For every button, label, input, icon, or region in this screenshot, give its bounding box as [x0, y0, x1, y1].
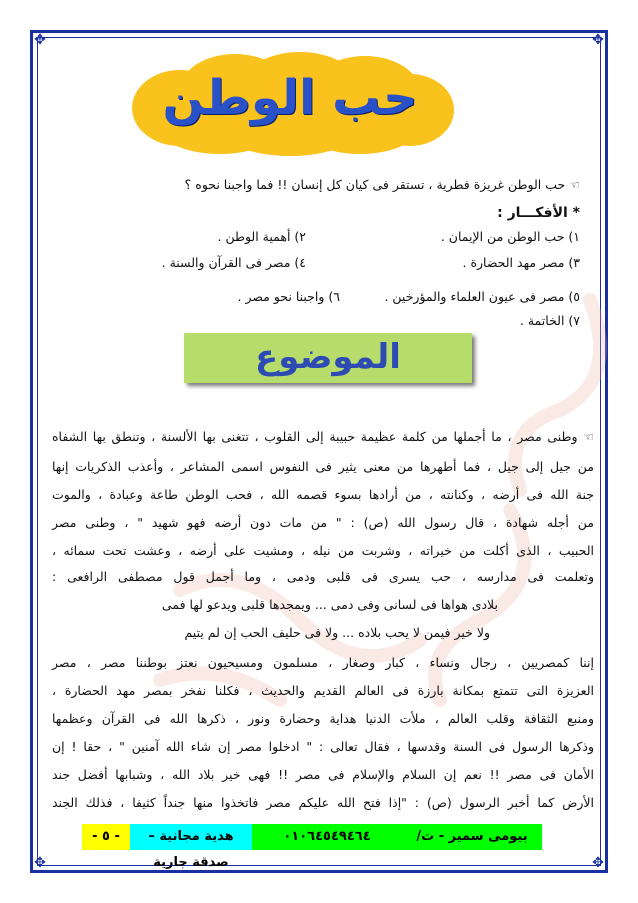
corner-ornament-icon: ✥: [592, 855, 604, 871]
footer: [82, 824, 542, 870]
footer-phone: ٠١٠٦٤٥٤٩٤٦٤: [252, 824, 402, 850]
paragraph-line: الأمان فى مصر !! نعم إن السلام والإسلام فى مصر !! فهى خير بلاد الله ، وشبابها أفضل جند: [52, 767, 594, 782]
section-banner-label: الموضوع: [255, 337, 401, 377]
paragraph-line: وتعلمت فى مدارسه ، حب يسرى فى قلبى ودمى ، وما أجمل قول مصطفى الرافعى :: [52, 569, 594, 584]
footer-author: بيومى سمير - ت/: [402, 824, 542, 850]
corner-ornament-icon: ✥: [34, 855, 46, 871]
intro-text: حب الوطن غريزة فطرية ، تستقر فى كيان كل إنسان !! فما واجبنا نحوه ؟: [184, 177, 566, 192]
page-title: حب الوطن: [162, 70, 418, 126]
paragraph-line: العزيزة التى تتمتع بمكانة بارزة فى العالم القديم والحديث ، فكلنا نفخر بمصر مهد الحضارة ،: [52, 683, 594, 698]
page-number: - ٥ -: [82, 824, 130, 850]
paragraph-line: [52, 428, 594, 446]
idea-item: ١) حب الوطن من الإيمان .: [440, 229, 580, 244]
paragraph-line: ومنبع الثقافة وقلب العالم ، ملأت الدنيا هداية وحضارة ونور ، ذكرها الله فى القرآن وعظمها: [52, 711, 594, 726]
pointing-hand-icon: ☜: [583, 430, 594, 444]
poem-line: بلادى هواها فى لسانى وفى دمى ... ويمجدها قلبى ويدعو لها فمى: [161, 597, 498, 612]
paragraph-line: إننا كمصريين ، رجال ونساء ، كبار وصغار ، مسلمون ومسيحيون نعتز بوطننا مصر ، مصر: [52, 655, 594, 670]
ideas-heading: * الأفكـــار :: [497, 205, 580, 221]
paragraph-text: وطنى مصر ، ما أجملها من كلمة عظيمة حبيبة إلى القلوب ، تتغنى بها الألسنة ، وتنطق بها الشفاه: [52, 429, 578, 444]
idea-item: ٧) الخاتمة .: [519, 313, 580, 328]
idea-item: ٢) أهمية الوطن .: [217, 229, 306, 244]
paragraph-line: الحبيب ، الذى أكلت من خيراته ، وشربت من نيله ، ومشيت على أرضه ، وعشت تحت سمائه ،: [52, 543, 594, 558]
corner-ornament-icon: ✥: [592, 32, 604, 48]
pointing-hand-icon: ☜: [569, 178, 580, 192]
paragraph-line: من جيل إلى جيل ، فما أطهرها من معنى يثير فى النفوس اسمى المشاعر ، وأعذب الذكريات إنها: [52, 459, 594, 474]
poem-line: ولا خير فيمن لا يحب بلاده ... ولا فى حليف الحب إن لم يتيم: [184, 625, 490, 640]
idea-item: ٦) واجبنا نحو مصر .: [237, 289, 340, 304]
paragraph-line: جنة الله فى أرضه ، وكنانته ، من أرادها بسوء قصمه الله ، فحب الوطن طاعة وعبادة ، والموت: [52, 487, 594, 502]
intro-line: [185, 176, 580, 194]
footer-gift: هدية مجانية – صدقة جارية: [130, 824, 252, 850]
paragraph-line: من أجله شهادة ، قال رسول الله (ص) : " من مات دون أرضه فهو شهيد " ، وطنى مصر: [52, 515, 594, 530]
corner-ornament-icon: ✥: [34, 32, 46, 48]
paragraph-line: الأرض كما أخبر الرسول (ص) : "إذا فتح الله عليكم مصر فاتخذوا منها جنداً كثيفا ، فذلك الجند: [52, 795, 594, 810]
paragraph-line: وذكرها الرسول فى السنة وقدسها ، فقال تعالى : " ادخلوا مصر إن شاء الله آمنين " ، حقا ! إن: [52, 739, 594, 754]
idea-item: ٤) مصر فى القرآن والسنة .: [161, 255, 306, 270]
idea-item: ٥) مصر فى عيون العلماء والمؤرخين .: [384, 289, 580, 304]
idea-item: ٣) مصر مهد الحضارة .: [462, 255, 580, 270]
